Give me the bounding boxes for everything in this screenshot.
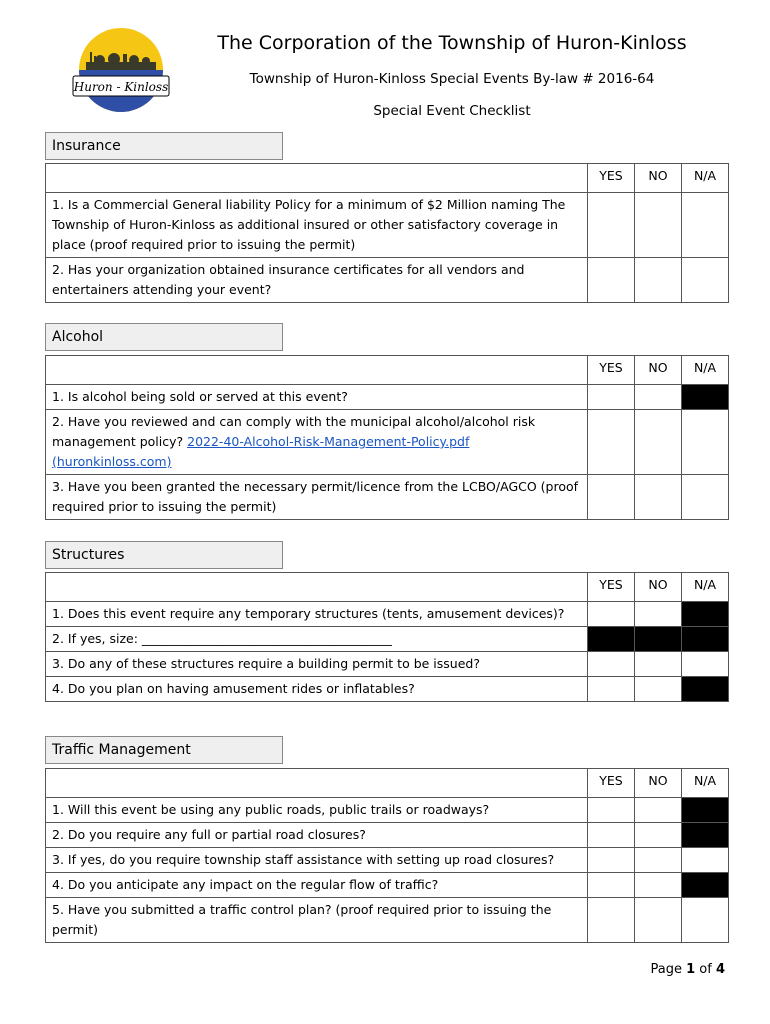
na-checkbox[interactable] [682,898,729,943]
table-row [46,602,729,627]
checklist-title: Special Event Checklist [373,103,531,119]
table-row [46,410,729,475]
header-blank [46,573,588,602]
na-disabled-cell [682,677,729,702]
no-checkbox[interactable] [635,410,682,475]
no-checkbox[interactable] [635,677,682,702]
na-disabled-cell [682,873,729,898]
table-row [46,475,729,520]
no-checkbox[interactable] [635,602,682,627]
header-blank [46,769,588,798]
yes-checkbox[interactable] [588,652,635,677]
na-disabled-cell [682,823,729,848]
na-disabled-cell [682,385,729,410]
na-checkbox[interactable] [682,410,729,475]
question: 1. Is a Commercial General liability Policy for a minimum of $2 Million naming The Township of Huron-Kinloss as additional insured or other satisfactory coverage in place (proof required prior to issuing the permit) [46,193,588,258]
alcohol-table [45,355,729,520]
alcohol-policy-link[interactable]: 2022-40-Alcohol-Risk-Management-Policy.pdf [187,434,470,449]
yes-checkbox[interactable] [588,475,635,520]
question: 2. Has your organization obtained insurance certificates for all vendors and entertainers attending your event? [46,258,588,303]
yes-checkbox[interactable] [588,677,635,702]
na-disabled-cell [682,602,729,627]
bylaw-subtitle: Township of Huron-Kinloss Special Events By-law # 2016-64 [249,71,655,87]
no-checkbox[interactable] [635,823,682,848]
section-traffic-label: Traffic Management [45,736,283,764]
question: 2. Do you require any full or partial road closures? [46,823,588,848]
question: 3. Do any of these structures require a building permit to be issued? [46,652,588,677]
question: 4. Do you plan on having amusement rides or inflatables? [46,677,588,702]
yes-checkbox[interactable] [588,823,635,848]
question: 3. Have you been granted the necessary permit/licence from the LCBO/AGCO (proof required prior to issuing the permit) [46,475,588,520]
section-insurance-label: Insurance [45,132,283,160]
question: 3. If yes, do you require township staff assistance with setting up road closures? [46,848,588,873]
col-yes: YES [588,769,635,798]
col-no: NO [635,573,682,602]
col-no: NO [635,356,682,385]
svg-text:Huron - Kinloss: Huron - Kinloss [73,80,169,94]
na-checkbox[interactable] [682,652,729,677]
table-row [46,652,729,677]
table-row [46,193,729,258]
table-row [46,798,729,823]
table-row [46,627,729,652]
yes-checkbox[interactable] [588,848,635,873]
na-checkbox[interactable] [682,193,729,258]
current-page: 1 [686,962,696,977]
no-checkbox[interactable] [635,873,682,898]
na-checkbox[interactable] [682,258,729,303]
section-structures-label: Structures [45,541,283,569]
table-row [46,898,729,943]
col-no: NO [635,769,682,798]
no-checkbox[interactable] [635,475,682,520]
yes-checkbox[interactable] [588,410,635,475]
table-row [46,258,729,303]
na-disabled-cell [682,627,729,652]
size-question[interactable]: 2. If yes, size: ________________________________________ [46,627,588,652]
table-row [46,823,729,848]
table-row [46,677,729,702]
traffic-table [45,768,729,943]
total-pages: 4 [715,962,725,977]
na-disabled-cell [682,798,729,823]
table-row [46,873,729,898]
col-na: N/A [682,356,729,385]
col-na: N/A [682,769,729,798]
col-yes: YES [588,573,635,602]
no-checkbox[interactable] [635,848,682,873]
question: 1. Does this event require any temporary structures (tents, amusement devices)? [46,602,588,627]
yes-checkbox[interactable] [588,898,635,943]
col-yes: YES [588,356,635,385]
yes-checkbox[interactable] [588,798,635,823]
table-row [46,848,729,873]
question: 4. Do you anticipate any impact on the regular flow of traffic? [46,873,588,898]
no-disabled-cell [635,627,682,652]
no-checkbox[interactable] [635,798,682,823]
header-blank [46,356,588,385]
col-na: N/A [682,573,729,602]
page-title: The Corporation of the Township of Huron-Kinloss [217,32,687,54]
question: 5. Have you submitted a traffic control plan? (proof required prior to issuing the permit) [46,898,588,943]
no-checkbox[interactable] [635,898,682,943]
na-checkbox[interactable] [682,848,729,873]
yes-checkbox[interactable] [588,258,635,303]
structures-table [45,572,729,702]
yes-disabled-cell [588,627,635,652]
of-word: of [699,962,712,977]
insurance-table [45,163,729,303]
township-logo [70,26,172,120]
question [46,410,588,475]
col-no: NO [635,164,682,193]
col-na: N/A [682,164,729,193]
huronkinloss-site-link[interactable]: (huronkinloss.com) [52,454,172,469]
page-number [650,962,725,977]
no-checkbox[interactable] [635,652,682,677]
page-word: Page [650,962,682,977]
question-text: 2. Have you reviewed and can comply with the municipal alcohol/alcohol risk management policy? [52,414,536,449]
na-checkbox[interactable] [682,475,729,520]
no-checkbox[interactable] [635,193,682,258]
no-checkbox[interactable] [635,258,682,303]
col-yes: YES [588,164,635,193]
yes-checkbox[interactable] [588,602,635,627]
header-blank [46,164,588,193]
yes-checkbox[interactable] [588,873,635,898]
table-row [46,385,729,410]
yes-checkbox[interactable] [588,385,635,410]
question: 1. Will this event be using any public roads, public trails or roadways? [46,798,588,823]
section-alcohol-label: Alcohol [45,323,283,351]
question: 1. Is alcohol being sold or served at this event? [46,385,588,410]
yes-checkbox[interactable] [588,193,635,258]
no-checkbox[interactable] [635,385,682,410]
